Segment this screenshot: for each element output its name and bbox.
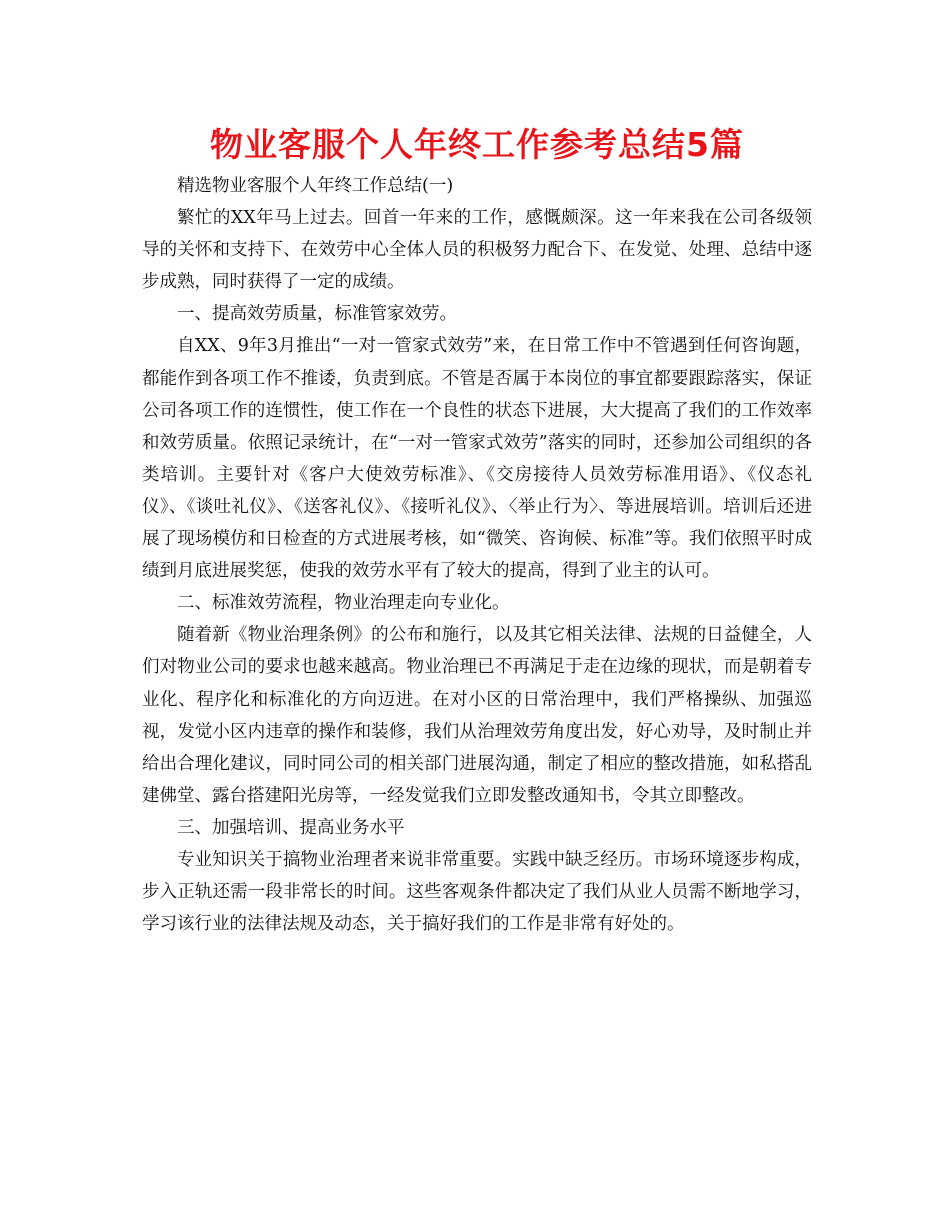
paragraph-section-2: 随着新《物业治理条例》的公布和施行，以及其它相关法律、法规的日益健全，人们对物业公司的要求也越来越高。物业治理已不再满足于走在边缘的现状，而是朝着专业化、程序化和标准化的方向迈进。在对小区的日常治理中，我们严格操纵、加强巡视，发觉小区内违章的操作和装修，我们从治理效劳角度出发，好心劝导，及时制止并给出合理化建议，同时同公司的相关部门进展沟通，制定了相应的整改措施，如私搭乱建佛堂、露台搭建阳光房等，一经发觉我们立即发整改通知书，令其立即整改。: [142, 625, 812, 806]
document-page: [142, 120, 812, 940]
paragraph-section-1: 自XX、9年3月推出“一对一管家式效劳”来，在日常工作中不管遇到任何咨询题，都能作到各项工作不推诿，负责到底。不管是否属于本岗位的事宜都要跟踪落实，保证公司各项工作的连惯性，使工作在一个良性的状态下进展，大大提高了我们的工作效率和效劳质量。依照记录统计，在“一对一管家式效劳”落实的同时，还参加公司组织的各类培训。主要针对《客户大使效劳标准》、《交房接待人员效劳标准用语》、《仪态礼仪》、《谈吐礼仪》、《送客礼仪》、《接听礼仪》、〈举止行为〉、等进展培训。培训后还进展了现场模仿和日检查的方式进展考核，如“微笑、咨询候、标准”等。我们依照平时成绩到月底进展奖惩，使我的效劳水平有了较大的提高，得到了业主的认可。: [142, 336, 812, 582]
heading-section-2: 二、标准效劳流程，物业治理走向专业化。: [177, 593, 510, 614]
paragraph-intro: 繁忙的XX年马上过去。回首一年来的工作，感慨颇深。这一年来我在公司各级领导的关怀和支持下、在效劳中心全体人员的积极努力配合下、在发觉、处理、总结中逐步成熟，同时获得了一定的成绩。: [142, 208, 812, 293]
paragraph-section-3: 专业知识关于搞物业治理者来说非常重要。实践中缺乏经历。市场环境逐步构成，步入正轨还需一段非常长的时间。这些客观条件都决定了我们从业人员需不断地学习，学习该行业的法律法规及动态，关于搞好我们的工作是非常有好处的。: [142, 849, 812, 935]
section-subtitle: 精选物业客服个人年终工作总结(一): [177, 176, 454, 196]
heading-section-3: 三、加强培训、提高业务水平: [177, 817, 405, 838]
document-title: 物业客服个人年终工作参考总结5篇: [210, 125, 744, 164]
heading-section-1: 一、提高效劳质量，标准管家效劳。: [177, 304, 457, 325]
